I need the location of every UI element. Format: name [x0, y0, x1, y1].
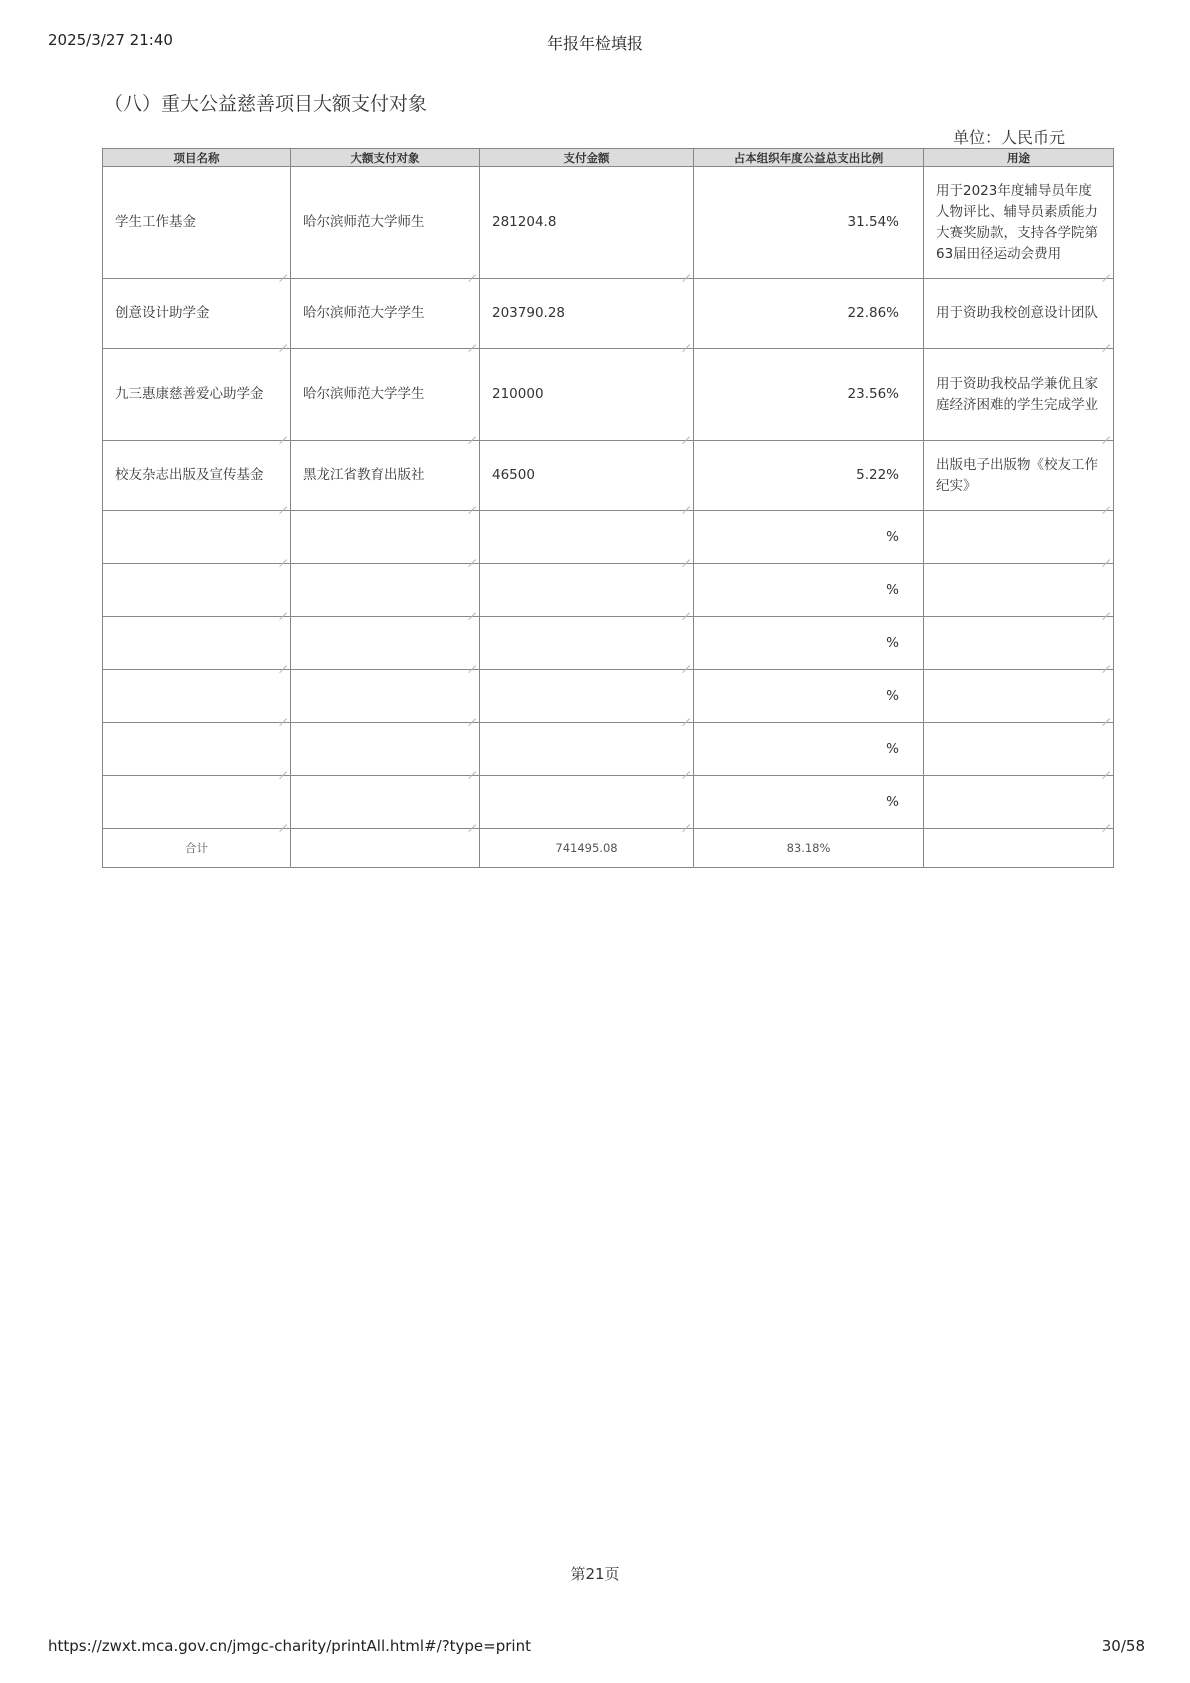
amount-field[interactable]: [480, 564, 694, 617]
usage-field[interactable]: [924, 167, 1114, 279]
ratio-field: [694, 723, 924, 776]
payee-field[interactable]: [291, 670, 480, 723]
total-payee: [291, 829, 480, 868]
ratio-field: [694, 617, 924, 670]
project-name-field[interactable]: [103, 511, 291, 564]
ratio-field-value: %: [886, 687, 899, 704]
resize-handle-icon[interactable]: [1103, 765, 1110, 772]
table-row: [103, 279, 1114, 349]
resize-handle-icon[interactable]: [1103, 712, 1110, 719]
resize-handle-icon[interactable]: [1103, 818, 1110, 825]
resize-handle-icon[interactable]: [469, 712, 476, 719]
project-name-field[interactable]: [103, 723, 291, 776]
resize-handle-icon[interactable]: [683, 606, 690, 613]
payee-field[interactable]: [291, 349, 480, 441]
ratio-field: [694, 167, 924, 279]
project-name-field-value: 九三惠康慈善爱心助学金: [115, 386, 264, 402]
ratio-field-value: 23.56%: [847, 386, 899, 402]
amount-field[interactable]: [480, 279, 694, 349]
payee-field-value: 哈尔滨师范大学学生: [303, 305, 425, 321]
usage-field[interactable]: [924, 564, 1114, 617]
resize-handle-icon[interactable]: [683, 268, 690, 275]
section-title: （八）重大公益慈善项目大额支付对象: [104, 93, 428, 115]
total-label: 合计: [103, 829, 291, 868]
project-name-field[interactable]: [103, 617, 291, 670]
ratio-field-value: %: [886, 634, 899, 651]
resize-handle-icon[interactable]: [1103, 553, 1110, 560]
payee-field[interactable]: [291, 167, 480, 279]
amount-field-value: 281204.8: [492, 214, 557, 230]
resize-handle-icon[interactable]: [1103, 430, 1110, 437]
amount-field[interactable]: [480, 167, 694, 279]
resize-handle-icon[interactable]: [469, 818, 476, 825]
ratio-field-value: 22.86%: [847, 305, 899, 321]
resize-handle-icon[interactable]: [683, 500, 690, 507]
table-header-row: [103, 149, 1114, 167]
ratio-field: [694, 511, 924, 564]
usage-field[interactable]: [924, 617, 1114, 670]
ratio-field-value: %: [886, 793, 899, 810]
header-amount: 支付金额: [480, 149, 694, 167]
usage-field[interactable]: [924, 279, 1114, 349]
resize-handle-icon[interactable]: [469, 338, 476, 345]
usage-field[interactable]: [924, 441, 1114, 511]
usage-field-value: 出版电子出版物《校友工作纪实》: [936, 456, 1098, 494]
print-header: [0, 31, 1190, 53]
total-amount: 741495.08: [480, 829, 694, 868]
resize-handle-icon[interactable]: [683, 430, 690, 437]
resize-handle-icon[interactable]: [469, 268, 476, 275]
resize-handle-icon[interactable]: [683, 712, 690, 719]
ratio-field: [694, 349, 924, 441]
amount-field-value: 210000: [492, 386, 544, 402]
usage-field[interactable]: [924, 511, 1114, 564]
resize-handle-icon[interactable]: [280, 500, 287, 507]
usage-field[interactable]: [924, 776, 1114, 829]
resize-handle-icon[interactable]: [1103, 500, 1110, 507]
amount-field-value: 203790.28: [492, 305, 566, 321]
total-row: [103, 829, 1114, 868]
resize-handle-icon[interactable]: [280, 268, 287, 275]
ratio-field-value: %: [886, 528, 899, 545]
print-datetime: 2025/3/27 21:40: [48, 31, 173, 49]
resize-handle-icon[interactable]: [469, 765, 476, 772]
ratio-field-value: 5.22%: [856, 467, 899, 483]
resize-handle-icon[interactable]: [280, 430, 287, 437]
ratio-field: [694, 279, 924, 349]
usage-field[interactable]: [924, 349, 1114, 441]
resize-handle-icon[interactable]: [683, 553, 690, 560]
project-name-field[interactable]: [103, 349, 291, 441]
project-name-field-value: 校友杂志出版及宣传基金: [115, 467, 264, 483]
page-number: 第21页: [570, 1565, 620, 1583]
ratio-field: [694, 564, 924, 617]
payee-field[interactable]: [291, 776, 480, 829]
payee-field[interactable]: [291, 441, 480, 511]
amount-field[interactable]: [480, 776, 694, 829]
ratio-field-value: %: [886, 581, 899, 598]
resize-handle-icon[interactable]: [469, 606, 476, 613]
header-payee: 大额支付对象: [291, 149, 480, 167]
table-row: [103, 441, 1114, 511]
table-row: [103, 511, 1114, 564]
payee-field-value: 哈尔滨师范大学师生: [303, 214, 425, 230]
print-page-title: 年报年检填报: [546, 34, 643, 53]
project-name-field[interactable]: [103, 167, 291, 279]
resize-handle-icon[interactable]: [1103, 268, 1110, 275]
resize-handle-icon[interactable]: [280, 818, 287, 825]
table-row: [103, 723, 1114, 776]
currency-unit-label: 单位：人民币元: [952, 128, 1065, 147]
amount-field[interactable]: [480, 441, 694, 511]
header-usage: 用途: [924, 149, 1114, 167]
resize-handle-icon[interactable]: [469, 500, 476, 507]
payee-field-value: 哈尔滨师范大学学生: [303, 386, 425, 402]
resize-handle-icon[interactable]: [280, 765, 287, 772]
payee-field[interactable]: [291, 723, 480, 776]
total-usage: [924, 829, 1114, 868]
payee-field[interactable]: [291, 511, 480, 564]
resize-handle-icon[interactable]: [683, 818, 690, 825]
amount-field[interactable]: [480, 617, 694, 670]
resize-handle-icon[interactable]: [1103, 606, 1110, 613]
amount-field[interactable]: [480, 511, 694, 564]
table-row: [103, 349, 1114, 441]
resize-handle-icon[interactable]: [683, 765, 690, 772]
project-name-field[interactable]: [103, 670, 291, 723]
header-ratio: 占本组织年度公益总支出比例: [694, 149, 924, 167]
resize-handle-icon[interactable]: [683, 659, 690, 666]
resize-handle-icon[interactable]: [469, 553, 476, 560]
payee-field[interactable]: [291, 564, 480, 617]
resize-handle-icon[interactable]: [280, 553, 287, 560]
table-row: [103, 776, 1114, 829]
project-name-field-value: 学生工作基金: [115, 214, 196, 230]
large-payment-table: [102, 148, 1114, 868]
amount-field[interactable]: [480, 670, 694, 723]
amount-field[interactable]: [480, 349, 694, 441]
resize-handle-icon[interactable]: [1103, 338, 1110, 345]
total-ratio: 83.18%: [694, 829, 924, 868]
usage-field[interactable]: [924, 723, 1114, 776]
payee-field[interactable]: [291, 279, 480, 349]
payee-field-value: 黑龙江省教育出版社: [303, 467, 425, 483]
usage-field[interactable]: [924, 670, 1114, 723]
usage-field-value: 用于资助我校品学兼优且家庭经济困难的学生完成学业: [936, 375, 1098, 413]
print-url: https://zwxt.mca.gov.cn/jmgc-charity/printAll.html#/?type=print: [48, 1637, 531, 1655]
header-project-name: 项目名称: [103, 149, 291, 167]
resize-handle-icon[interactable]: [280, 712, 287, 719]
project-name-field[interactable]: [103, 776, 291, 829]
resize-handle-icon[interactable]: [469, 659, 476, 666]
resize-handle-icon[interactable]: [469, 430, 476, 437]
print-page-count: 30/58: [1101, 1637, 1145, 1655]
table-row: [103, 670, 1114, 723]
ratio-field-value: 31.54%: [847, 214, 899, 230]
payee-field[interactable]: [291, 617, 480, 670]
table-row: [103, 564, 1114, 617]
table-row: [103, 617, 1114, 670]
resize-handle-icon[interactable]: [280, 659, 287, 666]
ratio-field: [694, 776, 924, 829]
usage-field-value: 用于资助我校创意设计团队: [936, 305, 1098, 321]
ratio-field-value: %: [886, 740, 899, 757]
resize-handle-icon[interactable]: [1103, 659, 1110, 666]
project-name-field-value: 创意设计助学金: [115, 305, 210, 321]
table-row: [103, 167, 1114, 279]
ratio-field: [694, 670, 924, 723]
project-name-field[interactable]: [103, 279, 291, 349]
resize-handle-icon[interactable]: [280, 606, 287, 613]
ratio-field: [694, 441, 924, 511]
project-name-field[interactable]: [103, 441, 291, 511]
resize-handle-icon[interactable]: [280, 338, 287, 345]
resize-handle-icon[interactable]: [683, 338, 690, 345]
project-name-field[interactable]: [103, 564, 291, 617]
payment-table-container: [102, 148, 1113, 868]
usage-field-value: 用于2023年度辅导员年度人物评比、辅导员素质能力大赛奖励款，支持各学院第63届田径运动会费用: [936, 182, 1098, 262]
amount-field[interactable]: [480, 723, 694, 776]
amount-field-value: 46500: [492, 467, 535, 483]
